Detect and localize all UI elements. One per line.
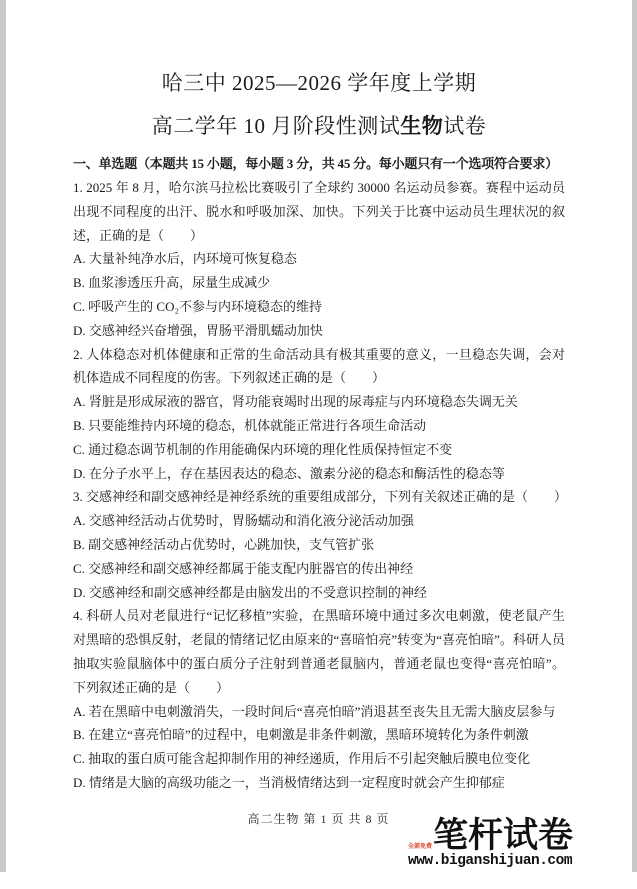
question-2 — [73, 343, 565, 486]
question-4-option-d: D. 情绪是大脑的高级功能之一，当消极情绪达到一定程度时就会产生抑郁症 — [73, 774, 505, 790]
question-2-option-d: D. 在分子水平上，存在基因表达的稳态、激素分泌的稳态和酶活性的稳态等 — [73, 465, 505, 481]
watermark-free-label: 全部免费 — [408, 843, 433, 850]
question-1-option-a: A. 大量补纯净水后，内环境可恢复稳态 — [73, 251, 297, 267]
page-number-footer: 高二生物 第 1 页 共 8 页 — [247, 812, 390, 826]
question-2-stem: 2. 人体稳态对机体健康和正常的生命活动具有极其重要的意义，一旦稳态失调，会对机体造成不同程度的伤害。下列叙述正确的是（ ） — [73, 346, 565, 386]
question-1-option-c: C. 呼吸产生的 CO₂不参与内环境稳态的维持 — [73, 298, 323, 314]
question-1-option-d: D. 交感神经兴奋增强，胃肠平滑肌蠕动加快 — [73, 322, 323, 338]
question-2-option-a: A. 肾脏是形成尿液的器官，肾功能衰竭时出现的尿毒症与内环境稳态失调无关 — [73, 394, 518, 410]
exam-title-line1: 哈三中 2025—2026 学年度上学期 — [161, 71, 477, 95]
question-4-option-a: A. 若在黑暗中电刺激消失，一段时间后“喜亮怕暗”消退甚至丧失且无需大脑皮层参与 — [73, 703, 556, 719]
scan-edge-left — [0, 0, 6, 872]
question-3 — [73, 485, 568, 604]
section-header: 一、单选题（本题共 15 小题，每小题 3 分，共 45 分。每小题只有一个选项符合要求） — [73, 156, 559, 171]
question-4-option-c: C. 抽取的蛋白质可能含起抑制作用的神经递质，作用后不引起突触后膜电位变化 — [73, 751, 531, 767]
question-2-option-b: B. 只要能维持内环境的稳态，机体就能正常进行各项生命活动 — [73, 417, 427, 433]
question-2-option-c: C. 通过稳态调节机制的作用能确保内环境的理化性质保持恒定不变 — [73, 441, 453, 457]
title-line2-suffix: 试卷 — [443, 114, 487, 138]
question-3-option-a: A. 交感神经活动占优势时，胃肠蠕动和消化液分泌活动加强 — [73, 513, 414, 529]
exam-page-content — [73, 70, 568, 795]
watermark-url: www.biganshijuan.com — [408, 852, 573, 869]
watermark-brand-name: 笔杆试卷 — [433, 816, 574, 855]
question-4 — [73, 604, 565, 794]
question-3-option-b: B. 副交感神经活动占优势时，心跳加快，支气管扩张 — [73, 536, 375, 552]
question-4-stem: 4. 科研人员对老鼠进行“记忆移植”实验，在黑暗环境中通过多次电刺激，使老鼠产生对黑暗的恐惧反射，老鼠的情绪记忆由原来的“喜暗怕亮”转变为“喜亮怕暗”。科研人员抽取实验鼠脑体中的蛋白质分子注射到普通老鼠脑内，普通老鼠也变得“喜亮怕暗”。下列叙述正确的是（ ） — [73, 608, 565, 695]
watermark-brand-row — [408, 818, 608, 855]
question-1-stem: 1. 2025 年 8 月，哈尔滨马拉松比赛吸引了全球约 30000 名运动员参赛。赛程中运动员出现不同程度的出汗、脱水和呼吸加深、加快。下列关于比赛中运动员生理状况的叙述，正确的是（ ） — [73, 180, 565, 243]
exam-title-line2 — [73, 113, 565, 140]
question-1 — [73, 176, 565, 343]
question-3-option-d: D. 交感神经和副交感神经都是由脑发出的不受意识控制的神经 — [73, 584, 427, 600]
publisher-watermark — [408, 818, 608, 870]
title-line2-subject: 生物 — [400, 115, 444, 138]
title-line2-prefix: 高二学年 10 月阶段性测试 — [151, 114, 401, 138]
scan-edge-right — [632, 0, 637, 872]
question-3-stem: 3. 交感神经和副交感神经是神经系统的重要组成部分，下列有关叙述正确的是（ ） — [73, 489, 568, 505]
question-4-option-b: B. 在建立“喜亮怕暗”的过程中，电刺激是非条件刺激，黑暗环境转化为条件刺激 — [73, 727, 529, 743]
question-1-option-b: B. 血浆渗透压升高，尿量生成减少 — [73, 275, 271, 291]
question-3-option-c: C. 交感神经和副交感神经都属于能支配内脏器官的传出神经 — [73, 560, 414, 576]
